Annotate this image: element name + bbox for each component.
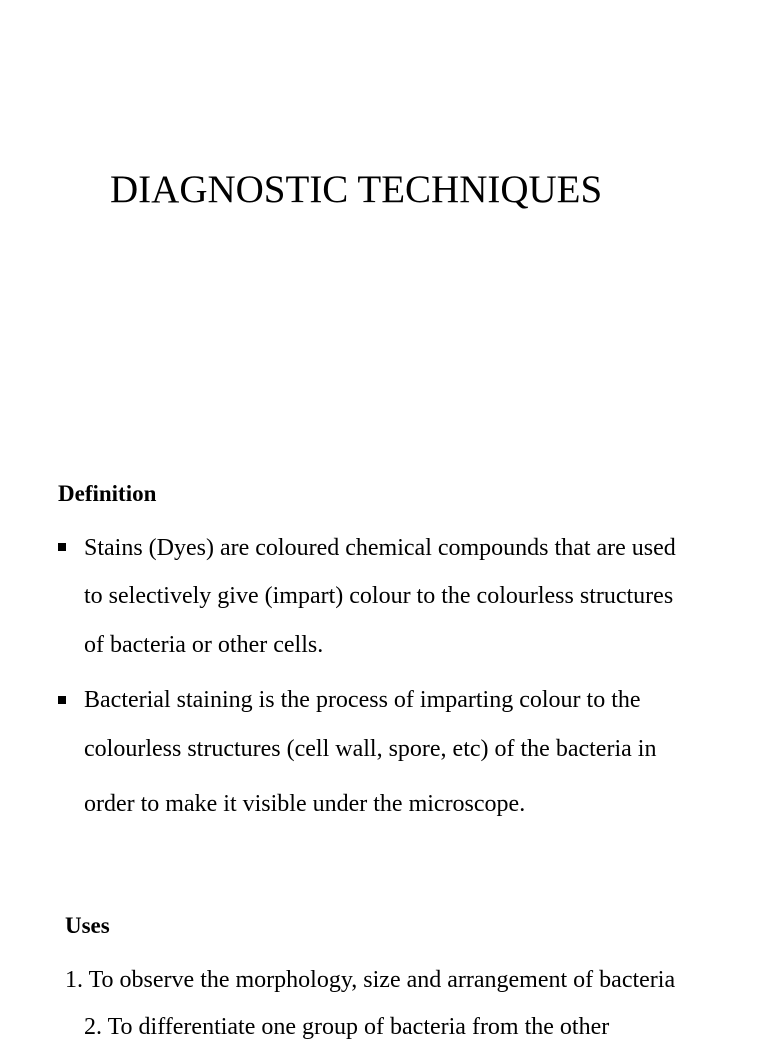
bullet-marker [58,539,70,551]
uses-item-2: 2. To differentiate one group of bacteria from the other [84,1014,610,1040]
definition-bullet-2-line-1: Bacterial staining is the process of imparting colour to the [84,687,641,713]
definition-heading: Definition [58,481,157,506]
definition-bullet-1-line-2: to selectively give (impart) colour to the colourless structures [84,583,674,609]
definition-bullet-2-line-3: order to make it visible under the microscope. [84,791,526,817]
definition-bullet-1-line-3: of bacteria or other cells. [84,632,324,658]
square-bullet-icon [58,543,66,551]
uses-item-1: 1. To observe the morphology, size and arrangement of bacteria [65,967,676,993]
square-bullet-icon [58,696,66,704]
uses-heading: Uses [65,913,110,938]
definition-bullet-2-line-2: colourless structures (cell wall, spore, etc) of the bacteria in [84,736,657,762]
definition-bullet-1-line-1: Stains (Dyes) are coloured chemical compounds that are used [84,535,676,561]
bullet-marker [58,692,70,704]
document-title: DIAGNOSTIC TECHNIQUES [110,168,603,211]
